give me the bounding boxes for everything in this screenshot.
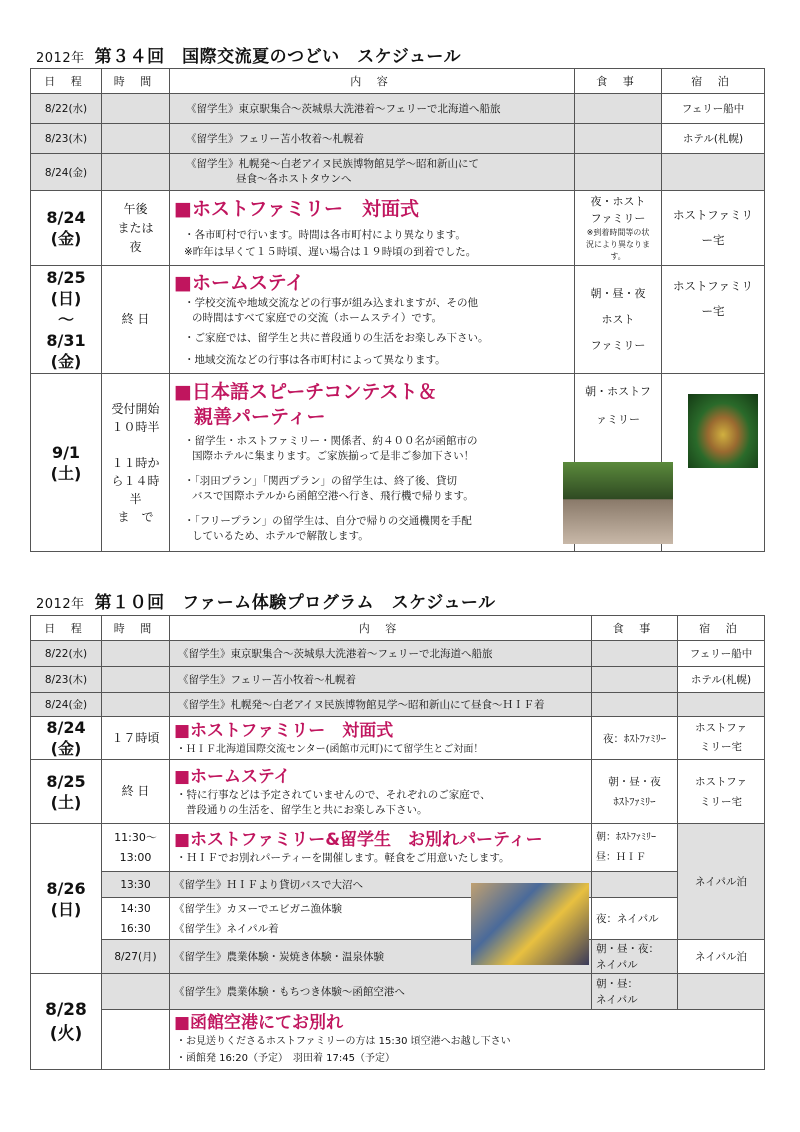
table-row <box>31 974 765 1010</box>
row-stay: ホストファ ミリー宅 <box>678 760 765 824</box>
header-meal: 食 事 <box>592 616 678 641</box>
event-title: ■日本語スピーチコンテスト＆ <box>174 381 437 403</box>
table-row <box>31 154 765 191</box>
row-meal: 夜：ネイパル <box>592 898 678 940</box>
row-content: 《留学生》農業体験・炭焼き体験・温泉体験 <box>170 940 592 974</box>
row-stay: フェリー船中 <box>678 641 765 667</box>
header-time: 時 間 <box>102 616 170 641</box>
row-time: 午後 または 夜 <box>102 191 170 266</box>
section1-year: 2012年 <box>36 51 85 66</box>
row-date: 8/24(金) <box>31 154 102 191</box>
section2-schedule-table <box>30 615 765 1070</box>
row-meal: 夜・ホスト ファミリー ※到着時間等の状 況により異なります。 <box>575 191 662 266</box>
row-date: 8/24 (金) <box>31 191 102 266</box>
row-content: ■函館空港にてお別れ ・お見送りくださるホストファミリーの方は 15:30 頃空港へお越し下さい ・函館発 16:20（予定） 羽田着 17:45（予定） <box>170 1010 765 1070</box>
row-content: 《留学生》フェリー苫小牧着～札幌着 <box>170 667 592 693</box>
row-date: 8/22(水) <box>31 94 102 124</box>
section2-year: 2012年 <box>36 597 85 612</box>
section2-title: 第１０回 ファーム体験プログラム スケジュール <box>94 593 496 613</box>
row-time: 終 日 <box>102 266 170 374</box>
row-content: 《留学生》東京駅集合～茨城県大洗港着～フェリーで北海道へ船旅 <box>170 94 575 124</box>
row-time: 11:30～ 13:00 <box>102 824 170 872</box>
row-meal: 朝・昼・夜 ﾎｽﾄﾌｧﾐﾘｰ <box>592 760 678 824</box>
header-content: 内 容 <box>170 69 575 94</box>
header-time: 時 間 <box>102 69 170 94</box>
event-title: ■ホストファミリー&留学生 お別れパーティー <box>174 830 543 850</box>
row-stay: ネイパル泊 <box>678 824 765 940</box>
section1-title-block <box>36 42 461 67</box>
row-content: 《留学生》ＨＩＦより貸切バスで大沼へ <box>170 872 592 898</box>
row-meal: 朝・昼・夜 ホスト ファミリー <box>575 266 662 374</box>
header-meal: 食 事 <box>575 69 662 94</box>
row-date: 8/25 (土) <box>31 760 102 824</box>
row-time: １７時頃 <box>102 717 170 760</box>
row-stay: ホテル(札幌) <box>678 667 765 693</box>
table-header-row <box>31 616 765 641</box>
row-date: 9/1 (土) <box>31 374 102 552</box>
row-stay: ホストファ ミリー宅 <box>678 717 765 760</box>
row-content: 《留学生》農業体験・もちつき体験～函館空港へ <box>170 974 592 1010</box>
row-stay: ホストファミリ ー宅 <box>662 266 765 374</box>
row-date: 8/24(金) <box>31 693 102 717</box>
row-meal: 朝・昼・夜： ネイパル <box>592 940 678 974</box>
table-row <box>31 717 765 760</box>
event-title: ■ホームステイ <box>174 766 291 787</box>
row-content: ■ホームステイ ・学校交流や地域交流などの行事が組み込まれますが、その他 の時間はすべて家庭での交流（ホームステイ）です。 ・ご家庭では、留学生と共に普段通りの生活をお楽しみ下さい。 ・地域交流などの行事は各市町村によって異なります。 <box>170 266 575 374</box>
row-date: 8/24 (金) <box>31 717 102 760</box>
table-row <box>31 94 765 124</box>
row-stay: フェリー船中 <box>662 94 765 124</box>
table-row <box>31 940 765 974</box>
event-title: ■ホームステイ <box>174 272 305 294</box>
row-date: 8/23(木) <box>31 124 102 154</box>
table-row <box>31 898 765 940</box>
header-date: 日 程 <box>31 616 102 641</box>
table-row <box>31 667 765 693</box>
canoe-group-photo <box>471 883 589 965</box>
row-content: 《留学生》札幌発～白老アイヌ民族博物館見学～昭和新山にて 昼食～各ホストタウンへ <box>170 154 575 191</box>
table-row <box>31 824 765 872</box>
section1-title: 第３４回 国際交流夏のつどい スケジュール <box>94 47 462 67</box>
table-row <box>31 1010 765 1070</box>
row-date: 8/26 (日) <box>31 824 102 974</box>
event-title-2: 親善パーティー <box>194 406 326 428</box>
row-content: ■ホストファミリー&留学生 お別れパーティー ・ＨＩＦでお別れパーティーを開催します。軽食をご用意いたします。 <box>170 824 592 872</box>
row-content: 《留学生》札幌発～白老アイヌ民族博物館見学～昭和新山にて昼食～ＨＩＦ着 <box>170 693 592 717</box>
table-row <box>31 124 765 154</box>
section2-title-block <box>36 588 496 613</box>
table-row <box>31 693 765 717</box>
row-meal: 朝・ホストフ ァミリー <box>575 374 662 552</box>
dancer-photo <box>688 394 758 468</box>
row-stay: ホテル(札幌) <box>662 124 765 154</box>
row-content: ■日本語スピーチコンテスト＆ 親善パーティー ・留学生・ホストファミリー・関係者、約４００名が函館市の 国際ホテルに集まります。ご家族揃って是非ご参加下さい！ ・「羽田プラン」「関西プラン」の留学生は、終了後、貸切 バスで国際ホテルから函館空港へ行き、飛行機で帰ります。 ・「フリープラン」の留学生は、自分で帰りの交通機関を手配 しているため、ホテルで解散します。 <box>170 374 575 552</box>
event-title: ■ホストファミリー 対面式 <box>174 197 420 220</box>
row-content: ■ホストファミリー 対面式 ・各市町村で行います。時間は各市町村により異なります。 ※昨年は早くて１５時頃、遅い場合は１９時頃の到着でした。 <box>170 191 575 266</box>
table-row <box>31 760 765 824</box>
header-stay: 宿 泊 <box>662 69 765 94</box>
event-title: ■函館空港にてお別れ <box>174 1013 344 1033</box>
row-date: 8/25 (日) ～ 8/31 (金) <box>31 266 102 374</box>
row-time: 終 日 <box>102 760 170 824</box>
row-time: 受付開始 １０時半 １１時か ら１４時 半 ま で <box>102 374 170 552</box>
row-stay: ホストファミリ ー宅 <box>662 191 765 266</box>
row-content: 《留学生》カヌーでエビガニ漁体験 《留学生》ネイパル着 <box>170 898 592 940</box>
row-date: 8/27(月) <box>102 940 170 974</box>
table-header-row <box>31 69 765 94</box>
row-content: 《留学生》東京駅集合～茨城県大洗港着～フェリーで北海道へ船旅 <box>170 641 592 667</box>
row-meal: 朝：ﾎｽﾄﾌｧﾐﾘｰ 昼：ＨＩＦ <box>592 824 678 872</box>
header-stay: 宿 泊 <box>678 616 765 641</box>
row-date: 8/23(木) <box>31 667 102 693</box>
table-row <box>31 872 765 898</box>
row-content: ■ホストファミリー 対面式 ・ＨＩＦ北海道国際交流センター(函館市元町)にて留学生とご対面！ <box>170 717 592 760</box>
row-date: 8/28 (火) <box>31 974 102 1070</box>
table-row <box>31 641 765 667</box>
event-title: ■ホストファミリー 対面式 <box>174 720 394 741</box>
speech-contest-photo <box>563 462 673 544</box>
row-time: 13:30 <box>102 872 170 898</box>
row-content: 《留学生》フェリー苫小牧着～札幌着 <box>170 124 575 154</box>
row-time: 14:30 16:30 <box>102 898 170 940</box>
row-stay: ネイパル泊 <box>678 940 765 974</box>
header-content: 内 容 <box>170 616 592 641</box>
row-content: ■ホームステイ ・特に行事などは予定されていませんので、それぞれのご家庭で、 普段通りの生活を、留学生と共にお楽しみ下さい。 <box>170 760 592 824</box>
table-row <box>31 191 765 266</box>
row-date: 8/22(水) <box>31 641 102 667</box>
table-row <box>31 266 765 374</box>
row-meal: 夜：ﾎｽﾄﾌｧﾐﾘｰ <box>592 717 678 760</box>
row-meal: 朝・昼： ネイパル <box>592 974 678 1010</box>
header-date: 日 程 <box>31 69 102 94</box>
